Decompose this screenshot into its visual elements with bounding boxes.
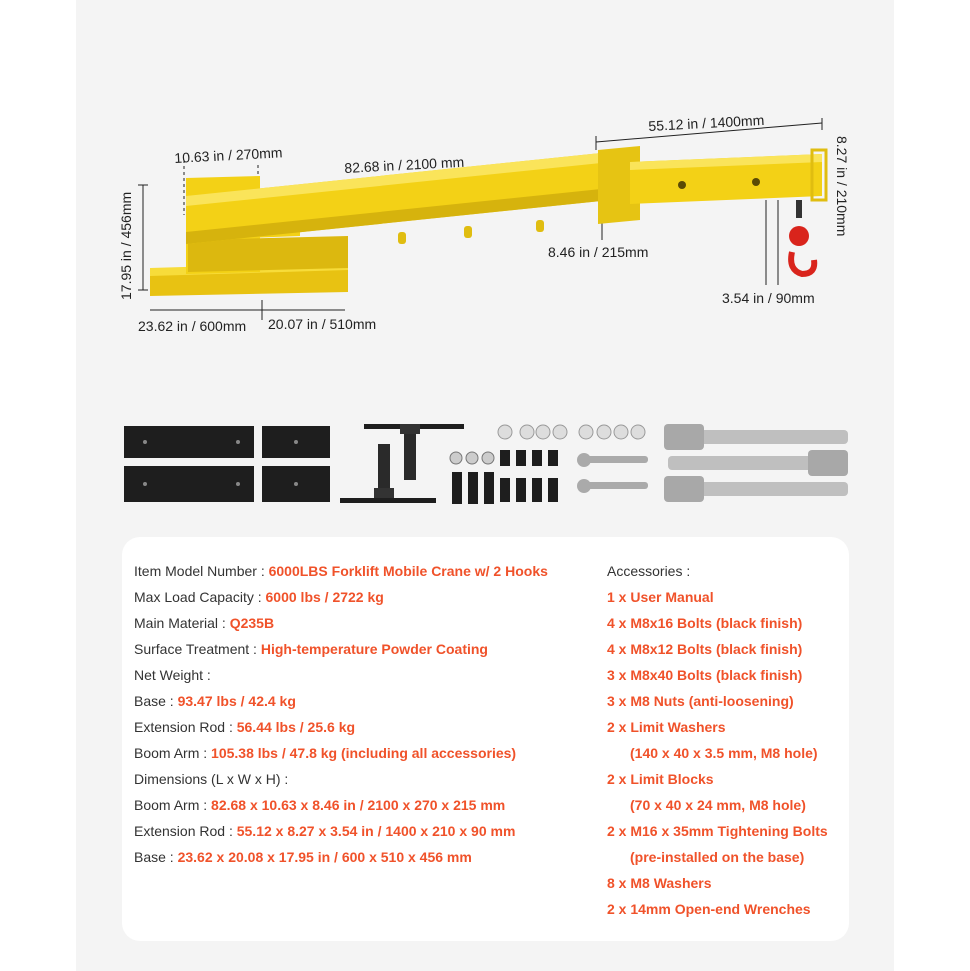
dim-extension-width: 3.54 in / 90mm: [722, 290, 815, 306]
spec-row: [134, 664, 594, 690]
accessories-list: [607, 560, 877, 924]
spec-row: [134, 586, 594, 612]
spec-row: [134, 820, 594, 846]
spec-row: [134, 560, 594, 586]
accessory-item: 2 x 14mm Open-end Wrenches: [607, 901, 811, 917]
accessory-item: (70 x 40 x 24 mm, M8 hole): [630, 797, 806, 813]
accessory-item: 2 x Limit Blocks: [607, 771, 714, 787]
spec-label: Main Material :: [134, 615, 230, 631]
dim-base-width: 20.07 in / 510mm: [268, 316, 377, 332]
dim-base-height: 17.95 in / 456mm: [118, 191, 134, 300]
accessory-item: 8 x M8 Washers: [607, 875, 712, 891]
spec-label: Item Model Number :: [134, 563, 269, 579]
spec-row: [134, 742, 594, 768]
limit-blocks-icon: [124, 426, 330, 502]
spec-label: Boom Arm :: [134, 745, 212, 761]
spec-row: [134, 768, 594, 794]
accessory-item: (pre-installed on the base): [630, 849, 805, 865]
spec-list: [134, 560, 594, 872]
washers-icon: [498, 425, 645, 439]
dim-extension-height: 8.27 in / 210mm: [834, 136, 850, 237]
spec-value: High-temperature Powder Coating: [260, 641, 488, 657]
spec-label: Net Weight :: [134, 667, 211, 683]
spec-value: 6000LBS Forklift Mobile Crane w/ 2 Hooks: [268, 563, 548, 579]
tightening-rods-icon: [664, 424, 848, 502]
spec-row: [134, 612, 594, 638]
spec-label: Boom Arm :: [134, 797, 212, 813]
spec-row: [134, 846, 594, 872]
spec-label: Max Load Capacity :: [134, 589, 266, 605]
spec-value: 105.38 lbs / 47.8 kg (including all accessories): [211, 745, 517, 761]
accessory-item: 2 x Limit Washers: [607, 719, 726, 735]
spec-row: [134, 716, 594, 742]
spec-row: [134, 638, 594, 664]
nuts-icon: [450, 452, 494, 464]
wrench-icon: [577, 453, 648, 493]
accessory-item: 4 x M8x16 Bolts (black finish): [607, 615, 803, 631]
accessory-item: 3 x M8 Nuts (anti-loosening): [607, 693, 794, 709]
spec-value: 82.68 x 10.63 x 8.46 in / 2100 x 270 x 215 mm: [211, 797, 506, 813]
spec-label: Extension Rod :: [134, 823, 237, 839]
spec-label: Base :: [134, 693, 178, 709]
accessory-item: 4 x M8x12 Bolts (black finish): [607, 641, 803, 657]
accessories-title: Accessories :: [607, 563, 691, 579]
accessory-item: 2 x M16 x 35mm Tightening Bolts: [607, 823, 828, 839]
spec-value: 6000 lbs / 2722 kg: [265, 589, 384, 605]
accessory-item: 3 x M8x40 Bolts (black finish): [607, 667, 803, 683]
spec-value: 55.12 x 8.27 x 3.54 in / 1400 x 210 x 90 mm: [236, 823, 516, 839]
spec-value: 56.44 lbs / 25.6 kg: [236, 719, 356, 735]
dim-top-left-width: 10.63 in / 270mm: [174, 144, 283, 166]
spec-value: 93.47 lbs / 42.4 kg: [177, 693, 296, 709]
dim-boom-height: 8.46 in / 215mm: [548, 244, 649, 260]
spec-label: Extension Rod :: [134, 719, 237, 735]
dim-base-length: 23.62 in / 600mm: [138, 318, 247, 334]
spec-label: Dimensions (L x W x H) :: [134, 771, 289, 787]
accessory-item: 1 x User Manual: [607, 589, 714, 605]
accessory-item: (140 x 40 x 3.5 mm, M8 hole): [630, 745, 818, 761]
spec-value: Q235B: [229, 615, 275, 631]
dim-boom-length: 82.68 in / 2100 mm: [344, 153, 465, 176]
limit-washers-icon: [340, 424, 464, 503]
spec-row: [134, 690, 594, 716]
spec-label: Base :: [134, 849, 178, 865]
spec-value: 23.62 x 20.08 x 17.95 in / 600 x 510 x 456 mm: [177, 849, 472, 865]
spec-row: [134, 794, 594, 820]
spec-label: Surface Treatment :: [134, 641, 261, 657]
dim-extension-length: 55.12 in / 1400mm: [648, 111, 765, 134]
